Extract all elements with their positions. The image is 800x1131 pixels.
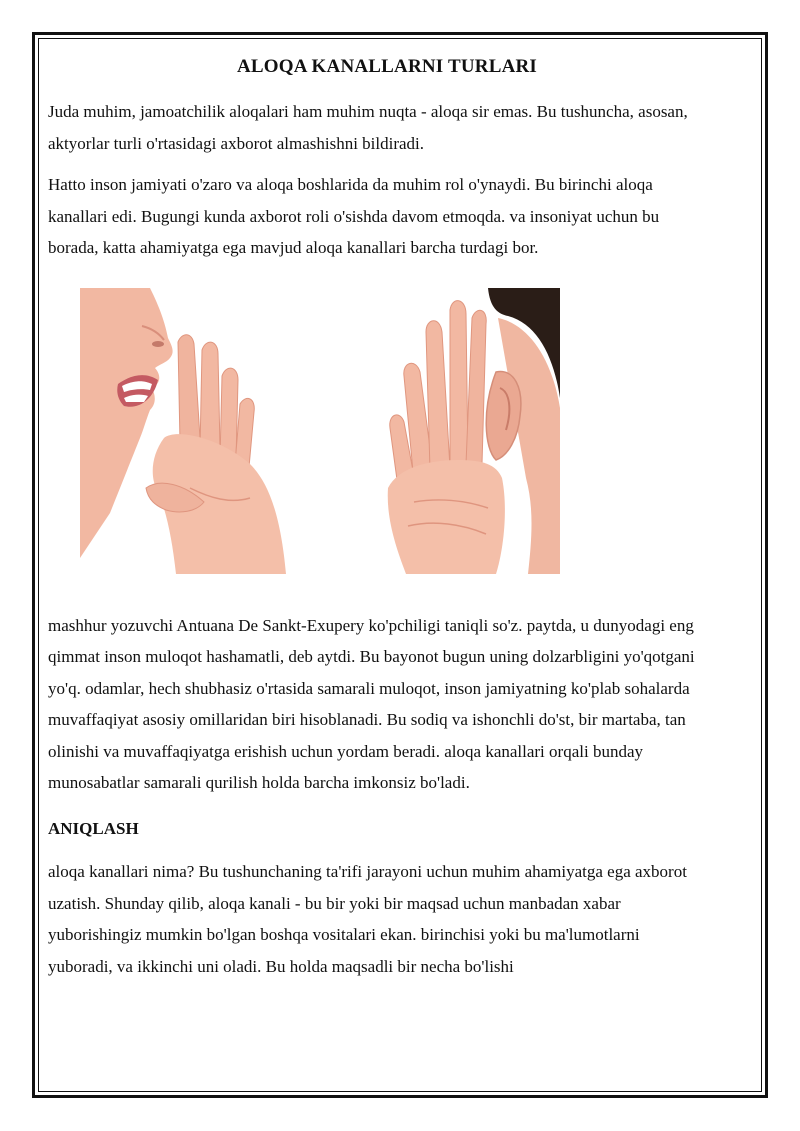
- document-title: ALOQA KANALLARNI TURLARI: [236, 56, 538, 77]
- whispering-face-hand-icon: [80, 288, 292, 574]
- document-body: [48, 56, 708, 982]
- illustration-row: [48, 264, 708, 610]
- paragraph-history: Hatto inson jamiyati o'zaro va aloqa boshlarida da muhim rol o'ynaydi. Bu birinchi aloqa kanallari edi. Bugungi kunda axborot roli o'sishda davom etmoqda. va insoniyat uchun bu borada, katta ahamiyatga ega mavjud aloqa kanallari barcha turdagi bor.: [48, 175, 660, 257]
- section-heading: ANIQLASH: [48, 818, 139, 838]
- paragraph-definition: aloqa kanallari nima? Bu tushunchaning ta'rifi jarayoni uchun muhim ahamiyatga ega axborot uzatish. Shunday qilib, aloqa kanali - bu bir yoki bir maqsad uchun manbadan xabar yuborishingiz mumkin bo'lgan boshqa vositalari ekan. birinchisi yoki bu ma'lumotlarni yuboradi, va ikkinchi uni oladi. Bu holda maqsadli bir necha bo'lishi: [48, 862, 687, 976]
- listening-ear-hand-icon: [378, 288, 560, 574]
- paragraph-exupery: mashhur yozuvchi Antuana De Sankt-Exupery ko'pchiligi taniqli so'z. paytda, u dunyodagi eng qimmat inson muloqot hashamatli, deb aytdi. Bu bayonot bugun uning dolzarbligini yo'qotgani yo'q. odamlar, hech shubhasiz o'rtasida samarali muloqot, inson jamiyatning ko'plab sohalarda muvaffaqiyat asosiy omillaridan biri hisoblanadi. Bu sodiq va ishonchli do'st, bir martaba, tan olinishi va muvaffaqiyatga erishish uchun yordam beradi. aloqa kanallari orqali bunday munosabatlar samarali qurilish holda barcha imkonsiz bo'ladi.: [48, 615, 695, 792]
- paragraph-intro: Juda muhim, jamoatchilik aloqalari ham muhim nuqta - aloqa sir emas. Bu tushuncha, asosan, aktyorlar turli o'rtasidagi axborot almashishni bildiradi.: [48, 102, 688, 153]
